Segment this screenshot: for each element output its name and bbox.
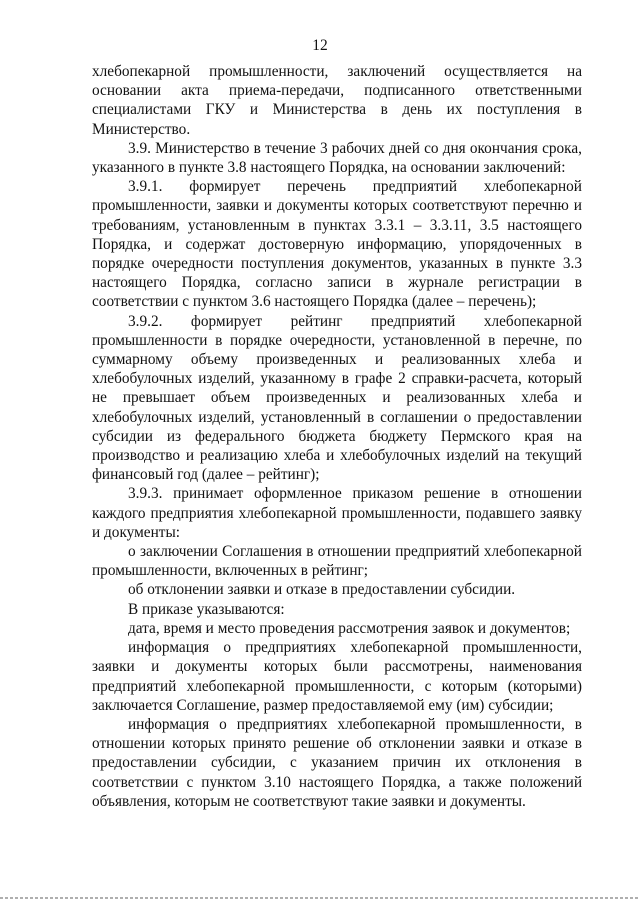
paragraph-continuation: хлебопекарной промышленности, заключений осуществляется на основании акта приема-передачи, подписанного ответственными специалистами ГКУ и Министерства в день их поступления в Министерство. xyxy=(92,63,582,138)
paragraph-reviewed-enterprises: информация о предприятиях хлебопекарной промышленности, заявки и документы которых были рассмотрены, наименования предприятий хлебопекарной промышленности, с которым (которыми) заключается Соглашение, размер предоставляемой ему (им) субсидии; xyxy=(92,639,582,714)
paragraph-rejected-enterprises: информация о предприятиях хлебопекарной промышленности, в отношении которых принято решение об отклонении заявки и отказе в предоставлении субсидии, с указанием причин их отклонения в соответствии с пунктом 3.10 настоящего Порядка, а также положений объявления, которым не соответствуют такие заявки и документы. xyxy=(92,715,582,810)
paragraph-3-9-2: 3.9.2. формирует рейтинг предприятий хлебопекарной промышленности в порядке очередности, установленной в перечне, по суммарному объему произведенных и реализованных хлеба и хлебобулочных изделий, указанному в графе 2 справки-расчета, который не превышает объем произведенных и реализованных хлеба и хлебобулочных изделий, установленный в соглашении о предоставлении субсидии из федерального бюджета бюджету Пермского края на производство и реализацию хлеба и хлебобулочных изделий на текущий финансовый год (далее – рейтинг); xyxy=(92,312,582,484)
paragraph-3-9-1: 3.9.1. формирует перечень предприятий хлебопекарной промышленности, заявки и документы которых соответствуют перечню и требованиям, установленным в пунктах 3.3.1 – 3.3.11, 3.5 настоящего Порядка, и содержат достоверную информацию, упорядоченных в порядке очередности поступления документов, указанных в пункте 3.3 настоящего Порядка, согласно записи в журнале регистрации в соответствии с пунктом 3.6 настоящего Порядка (далее – перечень); xyxy=(92,178,582,311)
paragraph-3-9-3: 3.9.3. принимает оформленное приказом решение в отношении каждого предприятия хлебопекарной промышленности, подавшего заявку и документы: xyxy=(92,485,582,541)
paragraph-agreement-decision: о заключении Соглашения в отношении предприятий хлебопекарной промышленности, включенных в рейтинг; xyxy=(92,543,582,580)
paragraph-order-contents-intro: В приказе указываются: xyxy=(128,600,285,618)
document-body xyxy=(92,62,582,811)
scan-edge-line xyxy=(0,897,640,899)
paragraph-rejection-decision: об отклонении заявки и отказе в предоставлении субсидии. xyxy=(128,581,516,599)
paragraph-3-9: 3.9. Министерство в течение 3 рабочих дней со дня окончания срока, указанного в пункте 3.8 настоящего Порядка, на основании заключений: xyxy=(92,139,582,177)
page-number: 12 xyxy=(312,37,328,54)
paragraph-date-time-place: дата, время и место проведения рассмотрения заявок и документов; xyxy=(128,619,571,637)
